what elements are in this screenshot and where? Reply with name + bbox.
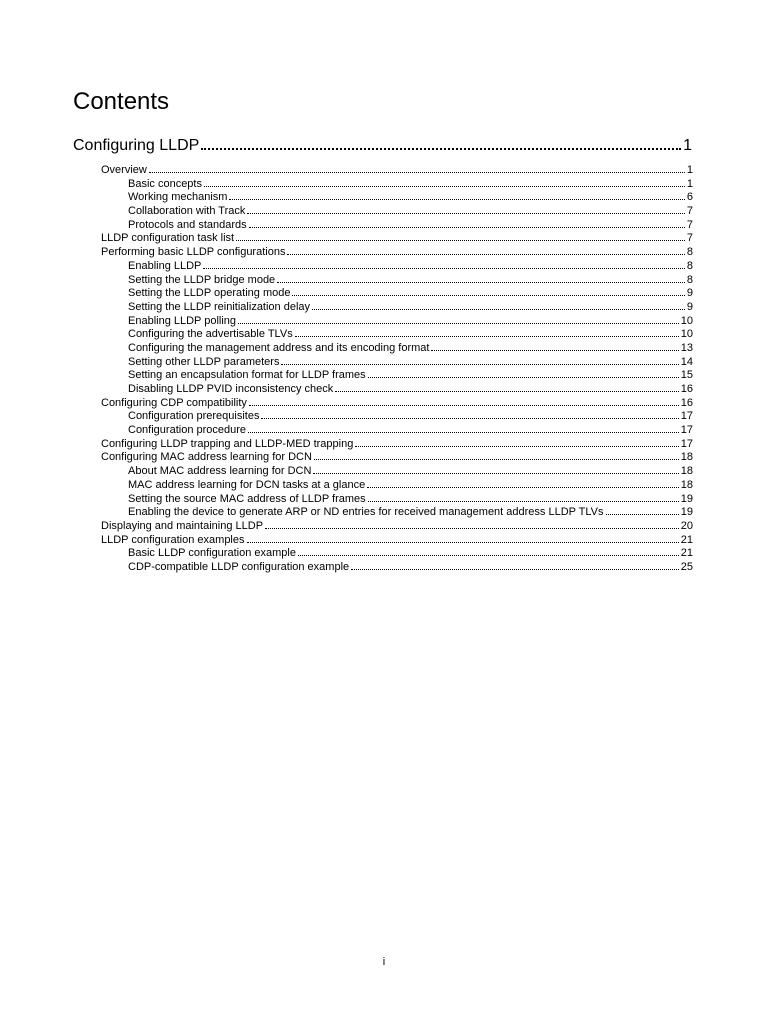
- toc-entry[interactable]: [101, 410, 693, 424]
- dot-leader: [249, 220, 685, 228]
- toc-entry[interactable]: [101, 520, 693, 534]
- dot-leader: [606, 507, 679, 515]
- dot-leader: [229, 192, 684, 200]
- dot-leader: [431, 343, 678, 351]
- dot-leader: [149, 165, 685, 173]
- dot-leader: [265, 521, 679, 529]
- page-title: Contents: [73, 88, 170, 115]
- toc-entry[interactable]: [101, 506, 693, 520]
- toc-entry[interactable]: [101, 287, 693, 301]
- dot-leader: [204, 179, 685, 187]
- toc-entry-page-number: 18: [680, 465, 693, 478]
- toc-entry-page-number: 8: [686, 246, 693, 259]
- toc-entry[interactable]: [101, 534, 693, 548]
- dot-leader: [351, 562, 679, 570]
- toc-entry-title: Setting the source MAC address of LLDP frames: [128, 492, 366, 505]
- toc-entry-page-number: 16: [680, 383, 693, 395]
- toc-entry-page-number: 10: [680, 314, 693, 327]
- toc-entry[interactable]: [101, 561, 693, 575]
- dot-leader: [277, 275, 685, 283]
- toc-entry-title: Enabling LLDP: [128, 259, 202, 272]
- toc-entry-title: Collaboration with Track: [128, 205, 246, 218]
- toc-entry[interactable]: [101, 547, 693, 561]
- toc-entry-page-number: 16: [680, 396, 693, 409]
- dot-leader: [312, 302, 685, 310]
- toc-entry-page-number: 21: [680, 533, 693, 546]
- toc-entry[interactable]: [101, 397, 693, 411]
- toc-entry[interactable]: [101, 342, 693, 356]
- toc-entry-title: CDP-compatible LLDP configuration example: [128, 560, 350, 573]
- chapter-entry[interactable]: [73, 135, 692, 157]
- toc-entry-page-number: 7: [686, 218, 693, 231]
- toc-entry-page-number: 1: [686, 164, 693, 176]
- toc-entry-title: Configuring LLDP trapping and LLDP-MED trapping: [101, 437, 354, 450]
- dot-leader: [355, 439, 678, 447]
- dot-leader: [298, 548, 679, 556]
- toc-entry-page-number: 25: [680, 560, 693, 573]
- toc-entry-title: Setting the LLDP reinitialization delay: [128, 300, 311, 313]
- toc-entry-page-number: 13: [680, 341, 693, 354]
- toc-entry-title: Configuring CDP compatibility: [101, 396, 247, 409]
- toc-entry-title: Basic LLDP configuration example: [128, 547, 296, 560]
- dot-leader: [368, 370, 679, 378]
- chapter-title: Configuring LLDP: [73, 137, 200, 154]
- toc-entry-title: Configuring MAC address learning for DCN: [101, 451, 312, 464]
- toc-entry-title: Configuration prerequisites: [128, 410, 260, 423]
- toc-entry-page-number: 8: [686, 273, 693, 286]
- toc-entry-title: Setting the LLDP operating mode: [128, 287, 291, 300]
- toc-entry[interactable]: [101, 274, 693, 288]
- toc-entry-page-number: 9: [686, 287, 693, 300]
- dot-leader: [295, 329, 679, 337]
- toc-entry-page-number: 1: [686, 177, 693, 190]
- toc-entry[interactable]: [101, 465, 693, 479]
- dot-leader: [247, 535, 679, 543]
- footer-page-number: i: [382, 956, 386, 968]
- toc-entry-title: Disabling LLDP PVID inconsistency check: [128, 383, 334, 395]
- toc-entry-page-number: 18: [680, 478, 693, 491]
- toc-entry-page-number: 20: [680, 519, 693, 532]
- toc-entry-page-number: 21: [680, 547, 693, 560]
- toc-entry-title: Enabling the device to generate ARP or ND entries for received management address LLDP TLVs: [128, 506, 604, 519]
- toc-list: [101, 164, 693, 575]
- toc-entry[interactable]: [101, 164, 693, 178]
- toc-entry-title: Setting the LLDP bridge mode: [128, 273, 276, 286]
- toc-entry[interactable]: [101, 424, 693, 438]
- toc-entry-page-number: 19: [680, 492, 693, 505]
- toc-entry-title: Configuration procedure: [128, 424, 247, 437]
- chapter-page-number: 1: [683, 137, 692, 154]
- toc-entry[interactable]: [101, 260, 693, 274]
- toc-entry[interactable]: [101, 356, 693, 370]
- toc-entry-title: MAC address learning for DCN tasks at a glance: [128, 478, 366, 491]
- toc-entry[interactable]: [101, 246, 693, 260]
- toc-entry[interactable]: [101, 451, 693, 465]
- toc-entry-title: About MAC address learning for DCN: [128, 465, 312, 478]
- toc-entry-page-number: 6: [686, 191, 693, 204]
- toc-entry-title: Enabling LLDP polling: [128, 314, 237, 327]
- toc-entry-page-number: 18: [680, 451, 693, 464]
- dot-leader: [368, 494, 679, 502]
- toc-entry-page-number: 7: [686, 205, 693, 218]
- dot-leader: [367, 480, 679, 488]
- toc-entry-title: Protocols and standards: [128, 218, 247, 231]
- dot-leader: [201, 140, 681, 150]
- toc-entry[interactable]: [101, 219, 693, 233]
- toc-entry-page-number: 15: [680, 369, 693, 382]
- toc-entry-title: Performing basic LLDP configurations: [101, 246, 286, 259]
- dot-leader: [314, 452, 679, 460]
- toc-entry-page-number: 17: [680, 424, 693, 437]
- toc-entry-title: Displaying and maintaining LLDP: [101, 519, 264, 532]
- toc-entry[interactable]: [101, 315, 693, 329]
- toc-entry[interactable]: [101, 178, 693, 192]
- toc-entry-page-number: 14: [680, 355, 693, 368]
- toc-entry-title: Basic concepts: [128, 177, 202, 190]
- toc-entry-title: Working mechanism: [128, 191, 228, 204]
- dot-leader: [261, 411, 678, 419]
- toc-entry[interactable]: [101, 232, 693, 246]
- toc-entry-title: Setting other LLDP parameters: [128, 355, 280, 368]
- toc-entry[interactable]: [101, 383, 693, 397]
- toc-entry[interactable]: [101, 205, 693, 219]
- toc-entry[interactable]: [101, 438, 693, 452]
- toc-entry-title: LLDP configuration task list: [101, 232, 235, 245]
- toc-entry-title: Setting an encapsulation format for LLDP frames: [128, 369, 366, 382]
- dot-leader: [247, 206, 684, 214]
- dot-leader: [335, 384, 679, 392]
- toc-entry-page-number: 17: [680, 437, 693, 450]
- dot-leader: [281, 357, 678, 365]
- toc-entry[interactable]: [101, 328, 693, 342]
- toc-entry-title: Overview: [101, 164, 147, 176]
- toc-entry-page-number: 10: [680, 328, 693, 341]
- toc-entry-page-number: 8: [686, 259, 693, 272]
- dot-leader: [313, 466, 678, 474]
- toc-entry-page-number: 17: [680, 410, 693, 423]
- dot-leader: [238, 316, 679, 324]
- dot-leader: [287, 247, 684, 255]
- toc-entry[interactable]: [101, 493, 693, 507]
- toc-entry[interactable]: [101, 301, 693, 315]
- toc-entry-title: Configuring the advertisable TLVs: [128, 328, 293, 341]
- toc-entry-page-number: 7: [686, 232, 693, 245]
- dot-leader: [203, 261, 684, 269]
- toc-entry-page-number: 9: [686, 300, 693, 313]
- toc-entry[interactable]: [101, 479, 693, 493]
- toc-entry-page-number: 19: [680, 506, 693, 519]
- dot-leader: [249, 398, 679, 406]
- toc-entry-title: LLDP configuration examples: [101, 533, 245, 546]
- dot-leader: [248, 425, 679, 433]
- dot-leader: [292, 288, 684, 296]
- toc-entry[interactable]: [101, 191, 693, 205]
- toc-entry[interactable]: [101, 369, 693, 383]
- toc-entry-title: Configuring the management address and its encoding format: [128, 341, 430, 354]
- dot-leader: [236, 233, 685, 241]
